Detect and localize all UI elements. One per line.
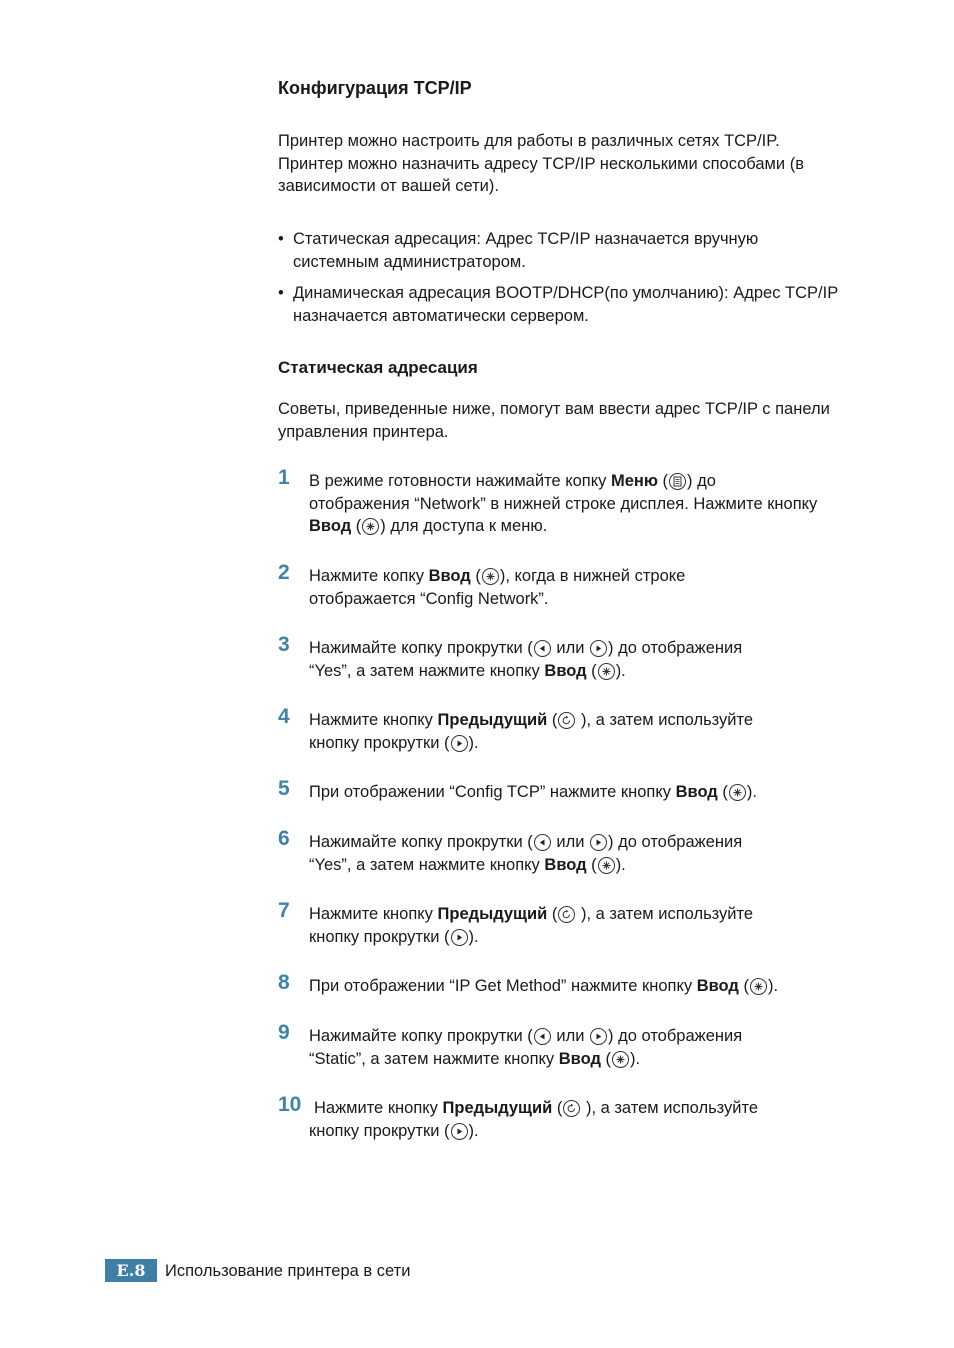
section-title: Статическая адресация	[278, 358, 478, 377]
enter-key-label: Ввод	[558, 1049, 601, 1068]
scroll-left-icon	[534, 834, 551, 851]
enter-key-label: Ввод	[696, 977, 739, 995]
page-number-badge: E.8	[105, 1259, 157, 1282]
list-item: • Динамическая адресация BOOTP/DHCP(по умолчанию): Адрес TCP/IP назначается автоматически сервером.	[278, 282, 838, 327]
scroll-left-icon	[534, 640, 551, 657]
enter-button-icon	[612, 1051, 629, 1068]
step-1: 1 В режиме готовности нажимайте копку Меню ( ) до отображения “Network” в нижней строке дисплея. Нажмите кнопку Ввод ( ) для доступа к меню.	[278, 466, 818, 535]
scroll-left-icon	[534, 1028, 551, 1045]
menu-button-icon	[669, 473, 686, 490]
scroll-right-icon	[590, 1028, 607, 1045]
previous-key-label: Предыдущий	[437, 905, 548, 923]
page-title: Конфигурация TCP/IP	[278, 78, 472, 98]
step-number: 1	[278, 466, 290, 489]
step-number: 9	[278, 1021, 290, 1044]
back-button-icon	[563, 1100, 580, 1117]
step-10: 10 Нажмите кнопку Предыдущий ( ), а затем используйте кнопку прокрутки ( ).	[278, 1093, 759, 1140]
step-number: 2	[278, 561, 290, 584]
step-number: 8	[278, 971, 290, 994]
step-4: 4 Нажмите кнопку Предыдущий ( ), а затем используйте кнопку прокрутки ( ).	[278, 705, 754, 752]
tips-paragraph: Советы, приведенные ниже, помогут вам ввести адрес TCP/IP с панели управления принтера.	[278, 400, 830, 441]
scroll-right-icon	[590, 834, 607, 851]
menu-key-label: Меню	[610, 472, 658, 490]
enter-key-label: Ввод	[309, 517, 352, 535]
step-number: 4	[278, 705, 290, 728]
chapter-title: Использование принтера в сети	[165, 1262, 411, 1280]
scroll-right-icon	[451, 1123, 468, 1140]
back-button-icon	[558, 712, 575, 729]
enter-button-icon	[729, 784, 746, 801]
scroll-right-icon	[451, 735, 468, 752]
step-number: 7	[278, 899, 290, 922]
scroll-right-icon	[451, 929, 468, 946]
enter-key-label: Ввод	[675, 783, 718, 801]
step-9: 9 Нажимайте копку прокрутки ( или ) до отображения “Static”, а затем нажмите кнопку Ввод ( ).	[278, 1021, 743, 1068]
enter-button-icon	[598, 857, 615, 874]
step-5: 5 При отображении “Config TCP” нажмите кнопку Ввод ( ).	[278, 777, 757, 801]
step-6: 6 Нажимайте копку прокрутки ( или ) до отображения “Yes”, а затем нажмите кнопку Ввод ( ).	[278, 827, 743, 874]
step-number: 10	[278, 1093, 302, 1116]
enter-key-label: Ввод	[544, 855, 587, 874]
list-item: • Статическая адресация: Адрес TCP/IP назначается вручную системным администратором.	[278, 228, 838, 273]
step-7: 7 Нажмите кнопку Предыдущий ( ), а затем используйте кнопку прокрутки ( ).	[278, 899, 754, 946]
enter-button-icon	[362, 518, 379, 535]
step-2: 2 Нажмите копку Ввод ( ), когда в нижней строке отображается “Config Network”.	[278, 561, 686, 608]
step-number: 3	[278, 633, 290, 656]
previous-key-label: Предыдущий	[437, 711, 548, 729]
step-number: 5	[278, 777, 290, 800]
step-8: 8 При отображении “IP Get Method” нажмите кнопку Ввод ( ).	[278, 971, 779, 995]
enter-key-label: Ввод	[544, 661, 587, 680]
step-number: 6	[278, 827, 290, 850]
enter-button-icon	[598, 663, 615, 680]
step-3: 3 Нажимайте копку прокрутки ( или ) до отображения “Yes”, а затем нажмите кнопку Ввод ( ).	[278, 633, 743, 680]
previous-key-label: Предыдущий	[442, 1099, 553, 1117]
addressing-list	[278, 228, 838, 336]
enter-button-icon	[482, 568, 499, 585]
scroll-right-icon	[590, 640, 607, 657]
back-button-icon	[558, 906, 575, 923]
enter-button-icon	[750, 978, 767, 995]
enter-key-label: Ввод	[428, 567, 471, 585]
intro-paragraph: Принтер можно настроить для работы в различных сетях TCP/IP. Принтер можно назначить адресу TCP/IP несколькими способами (в зависимости от вашей сети).	[278, 132, 804, 195]
